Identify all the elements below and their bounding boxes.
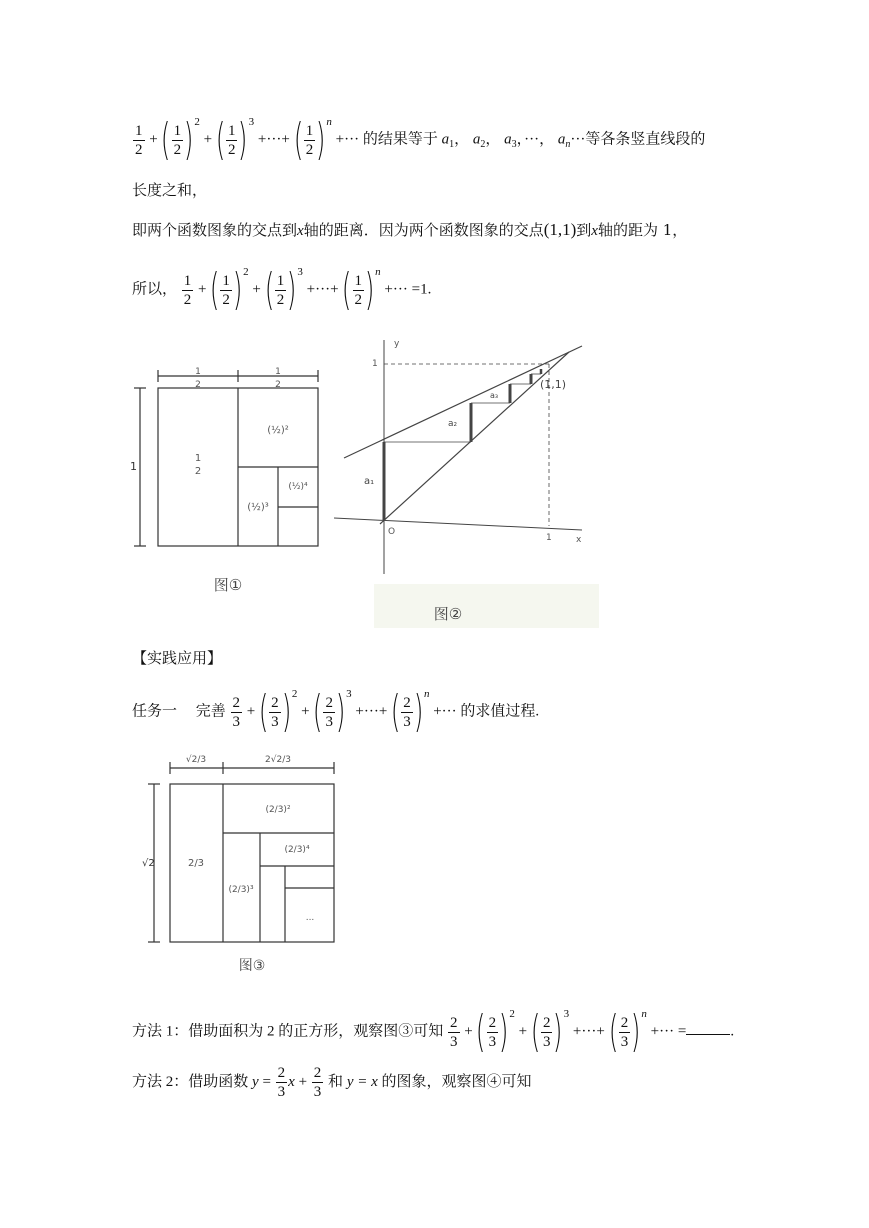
fig3-cell-e: ... — [305, 913, 315, 923]
para3-pre: 所以， — [132, 281, 178, 298]
ellipsis: ··· — [363, 703, 379, 720]
figure-2 — [334, 334, 604, 630]
para2 — [132, 220, 687, 241]
fraction-two-thirds: $\frac{2}{3}$ — [232, 694, 241, 730]
para1-tail2: 等各条竖直线段的 — [585, 131, 706, 148]
power-half-3: ( $\frac{1}{2}$ )$^3$ — [215, 114, 255, 165]
fig1-top-left-den: 2 — [195, 380, 201, 390]
plus-sign: + — [355, 703, 364, 720]
method1-line — [132, 1006, 735, 1057]
var-y: y — [252, 1073, 259, 1090]
fig3-top-left: √2/3 — [185, 755, 207, 765]
para2-mid: 轴的距离．因为两个函数图象的交点 — [303, 221, 544, 239]
method2-and: 和 — [328, 1073, 344, 1090]
method2-line — [132, 1064, 532, 1101]
ellipsis: ··· — [659, 1023, 675, 1040]
fig1-cell-four: (½)⁴ — [288, 482, 308, 492]
fig3-cell-c: (2/3)³ — [228, 885, 254, 895]
fraction-half: $\frac{1}{2}$ — [183, 272, 192, 308]
a2: a — [472, 131, 481, 148]
plus-sign: + — [252, 281, 261, 298]
equals-sign: = — [677, 1023, 687, 1040]
fig1-cell-half-den: 2 — [194, 466, 202, 477]
power-tt-2: ( $\frac{2}{3}$ )$^2$ — [476, 1006, 515, 1057]
method1-pre: 方法 1：借助面积为 2 的正方形，观察图③可知 — [132, 1023, 444, 1040]
fraction-half: $\frac{1}{2}$ — [135, 122, 143, 158]
sub-3: 3 — [511, 139, 517, 151]
fig1-top-left-num: 1 — [195, 367, 201, 377]
plus-sign: + — [149, 131, 158, 148]
power-half-3: ( $\frac{1}{2}$ )$^3$ — [264, 264, 303, 315]
power-half-2: ( $\frac{1}{2}$ )$^2$ — [161, 114, 200, 165]
power-half-2: ( $\frac{1}{2}$ )$^2$ — [210, 264, 249, 315]
fig2-caption-bg — [374, 584, 599, 628]
power-half-n: ( $\frac{1}{2}$ )$^n$ — [293, 114, 332, 165]
fig2-a1: a₁ — [364, 476, 375, 487]
fig1-cell-half-num: 1 — [194, 453, 202, 464]
plus-sign: + — [330, 281, 339, 298]
para2-mid2: 到 — [576, 221, 592, 239]
ellipsis: ··· — [392, 281, 408, 298]
fig3-cell-d: (2/3)⁴ — [284, 845, 310, 855]
fig1-caption: 图① — [213, 576, 243, 594]
figure-1 — [128, 360, 328, 600]
plus-sign: + — [298, 1073, 308, 1090]
fig2-y-axis: y — [394, 339, 400, 349]
result-value: 1 — [420, 281, 428, 298]
task1-line — [132, 686, 540, 737]
fig2-one-x: 1 — [546, 533, 552, 543]
task1-label: 任务一 — [132, 703, 178, 720]
an: a — [557, 131, 566, 148]
plus-sign: + — [301, 703, 310, 720]
var-x: x — [591, 223, 598, 239]
method2-post: 的图象，观察图④可知 — [381, 1073, 532, 1090]
fig1-cell-sq: (½)² — [267, 425, 289, 436]
fig1-top-right-num: 1 — [275, 367, 281, 377]
power-tt-2: ( $\frac{2}{3}$ )$^2$ — [258, 686, 298, 737]
plus-sign: + — [198, 281, 207, 298]
fraction-two-thirds: $\frac{2}{3}$ — [277, 1065, 286, 1100]
fig2-one-y: 1 — [372, 359, 378, 369]
para2-end: 轴的距为 1， — [597, 221, 688, 239]
power-tt-n: ( $\frac{2}{3}$ )$^n$ — [390, 686, 430, 737]
ellipsis: ··· — [581, 1023, 597, 1040]
plus-sign: + — [650, 1023, 660, 1040]
equals-sign: = — [411, 281, 421, 298]
equals-sign: = — [262, 1073, 271, 1090]
fig3-top-right: 2√2/3 — [265, 755, 291, 765]
section-title: 【实践应用】 — [132, 649, 223, 667]
sub-n: n — [565, 139, 571, 151]
answer-blank[interactable] — [686, 1022, 730, 1035]
task1-post: 的求值过程. — [460, 703, 540, 720]
plus-sign: + — [203, 131, 213, 148]
fig3-side: √2 — [142, 858, 155, 869]
var-x: x — [288, 1073, 295, 1090]
point-1-1: (1,1) — [543, 220, 577, 239]
series-line-1: $\frac{1}{2}$ + ( $\frac{1}{2}$ )$^2$ + ( $\frac{1}{2}$ )$^3$ +···+ ( $\frac{1}{2}$ )$^n$ +··· 的结果等于 $a_1$， $a_2$， $a_3$，···， $a_n\cdot\cdot\cdot$等各条竖直线段的 — [135, 114, 706, 165]
eq-y-x: y = x — [346, 1073, 378, 1090]
fraction-two-thirds: $\frac{2}{3}$ — [313, 1065, 322, 1100]
var-x: x — [297, 223, 304, 239]
fig2-caption: 图② — [433, 605, 463, 623]
plus-sign: + — [433, 703, 442, 720]
method2-pre: 方法 2：借助函数 — [132, 1073, 249, 1090]
fig1-cell-cube: (½)³ — [247, 502, 269, 513]
task1-pre: 完善 — [195, 703, 226, 720]
fig2-a3: a₃ — [490, 391, 499, 400]
plus-sign: + — [384, 281, 393, 298]
ellipsis: ··· — [266, 131, 282, 148]
series-line-2: 所以， $\frac{1}{2}$ + ( $\frac{1}{2}$ )$^2$ + ( $\frac{1}{2}$ )$^3$ +···+ ( $\frac{1}{2}$ )$^n$ +··· =1. — [132, 264, 432, 315]
fig3-caption: 图③ — [238, 958, 266, 974]
plus-sign: + — [281, 131, 290, 148]
ellipsis: ··· — [570, 131, 586, 148]
sub-1: 1 — [449, 139, 455, 151]
fig3-cell-a: 2/3 — [187, 858, 205, 869]
fig2-origin: O — [388, 527, 396, 537]
para2-pre: 即两个函数图象的交点到 — [132, 221, 298, 239]
plus-sign: + — [246, 703, 256, 720]
fig2-a2: a₂ — [448, 419, 458, 429]
plus-sign: + — [464, 1023, 473, 1040]
power-tt-3: ( $\frac{2}{3}$ )$^3$ — [530, 1006, 570, 1057]
fig1-top-right-den: 2 — [275, 380, 281, 390]
para1b: 长度之和， — [132, 181, 208, 199]
fig2-point: (1,1) — [540, 378, 567, 391]
a3: a — [504, 131, 512, 148]
power-tt-3: ( $\frac{2}{3}$ )$^3$ — [313, 686, 352, 737]
method1-end: . — [730, 1023, 735, 1040]
fraction-two-thirds: $\frac{2}{3}$ — [450, 1014, 458, 1050]
power-tt-n: ( $\frac{2}{3}$ )$^n$ — [608, 1006, 647, 1057]
plus-sign: + — [572, 1023, 582, 1040]
plus-sign: + — [518, 1023, 528, 1040]
plus-sign: + — [257, 131, 267, 148]
fig1-side-label: 1 — [130, 460, 137, 473]
fig3-cell-b: (2/3)² — [265, 805, 291, 815]
plus-sign: + — [378, 703, 388, 720]
ellipsis: ··· — [344, 131, 360, 148]
sub-2: 2 — [480, 139, 486, 151]
power-half-n: ( $\frac{1}{2}$ )$^n$ — [342, 264, 381, 315]
plus-sign: + — [335, 131, 345, 148]
figure-3 — [140, 748, 370, 980]
a1: a — [441, 131, 450, 148]
ellipsis: ··· — [315, 281, 331, 298]
para1-tail: 的结果等于 — [362, 131, 438, 148]
fig2-x-axis: x — [576, 535, 582, 545]
plus-sign: + — [306, 281, 316, 298]
ellipsis: ··· — [441, 703, 457, 720]
plus-sign: + — [596, 1023, 605, 1040]
